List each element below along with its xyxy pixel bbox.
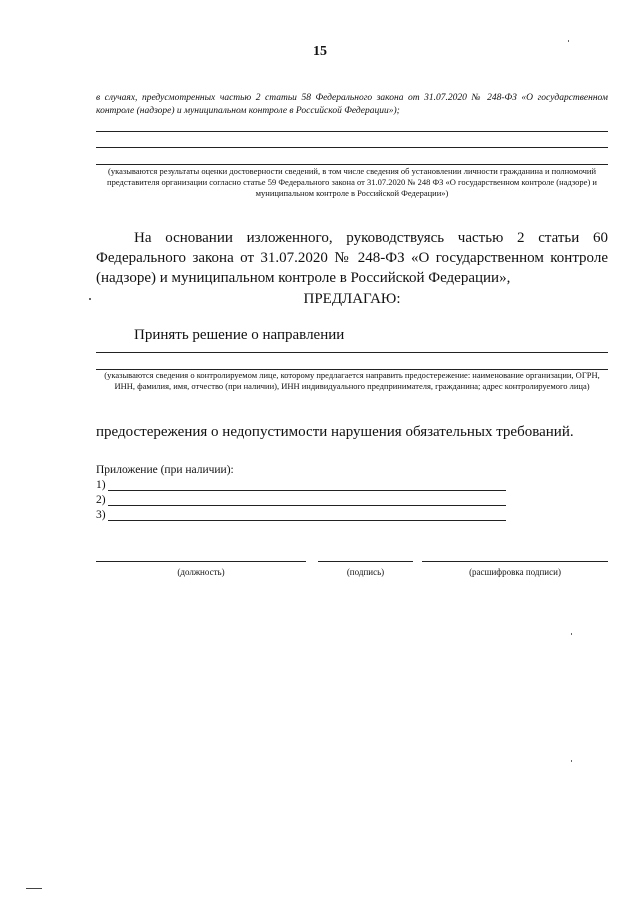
scan-speck bbox=[571, 633, 572, 635]
scan-speck bbox=[89, 298, 91, 300]
attachment-row bbox=[96, 493, 516, 508]
scan-mark bbox=[26, 888, 42, 889]
position-line bbox=[96, 561, 306, 562]
basis-paragraph: На основании изложенного, руководствуясь частью 2 статьи 60 Федерального закона от 31.07.2020 № 248-ФЗ «О государственном контроле (надзоре) и муниципальном контроле в Российской Федерации», bbox=[96, 230, 608, 286]
signature-line bbox=[318, 561, 413, 562]
page-number: 15 bbox=[313, 44, 327, 59]
fill-line-1 bbox=[96, 131, 608, 132]
attachment-row bbox=[96, 478, 516, 493]
verification-note: (указываются результаты оценки достоверности сведений, в том числе сведения об установлении личности гражданина и полномочий представителя организации согласно статье 59 Федерального закона от 31.07.2020 № 248 ФЗ «О государственном контроле (надзоре) и муниципальном контроле в Российской Федерации») bbox=[107, 166, 597, 198]
scan-speck bbox=[568, 40, 569, 42]
attachment-number: 1) bbox=[96, 479, 106, 491]
top-clause: в случаях, предусмотренных частью 2 статьи 58 Федерального закона от 31.07.2020 № 248-ФЗ «О государственном контроле (надзоре) и муниципальном контроле в Российской Федерации»); bbox=[96, 93, 608, 116]
name-label: (расшифровка подписи) bbox=[469, 567, 561, 577]
signature-label: (подпись) bbox=[346, 567, 385, 577]
attachment-fill-line bbox=[108, 490, 506, 491]
attachments-title: Приложение (при наличии): bbox=[96, 464, 234, 476]
decision-line: Принять решение о направлении bbox=[134, 327, 345, 343]
attachment-number: 2) bbox=[96, 494, 106, 506]
attachment-fill-line bbox=[108, 505, 506, 506]
propose-heading: ПРЕДЛАГАЮ: bbox=[303, 291, 401, 307]
attachment-fill-line bbox=[108, 520, 506, 521]
attachments-block bbox=[96, 463, 516, 523]
warning-text: предостережения о недопустимости нарушения обязательных требований. bbox=[96, 424, 574, 440]
fill-line-2 bbox=[96, 147, 608, 148]
fill-line-3 bbox=[96, 164, 608, 165]
name-line bbox=[422, 561, 608, 562]
recipient-note: (указываются сведения о контролируемом лице, которому предлагается направить предостережение: наименование организации, ОГРН, ИНН, фамилия, имя, отчество (при наличии), ИНН индивидуального предпринимателя, гражданина; адрес контролируемого лица) bbox=[104, 370, 600, 391]
position-label: (должность) bbox=[177, 567, 225, 577]
recipient-line-1 bbox=[96, 352, 608, 353]
attachment-row bbox=[96, 508, 516, 523]
attachment-number: 3) bbox=[96, 509, 106, 521]
scan-speck bbox=[571, 760, 572, 762]
